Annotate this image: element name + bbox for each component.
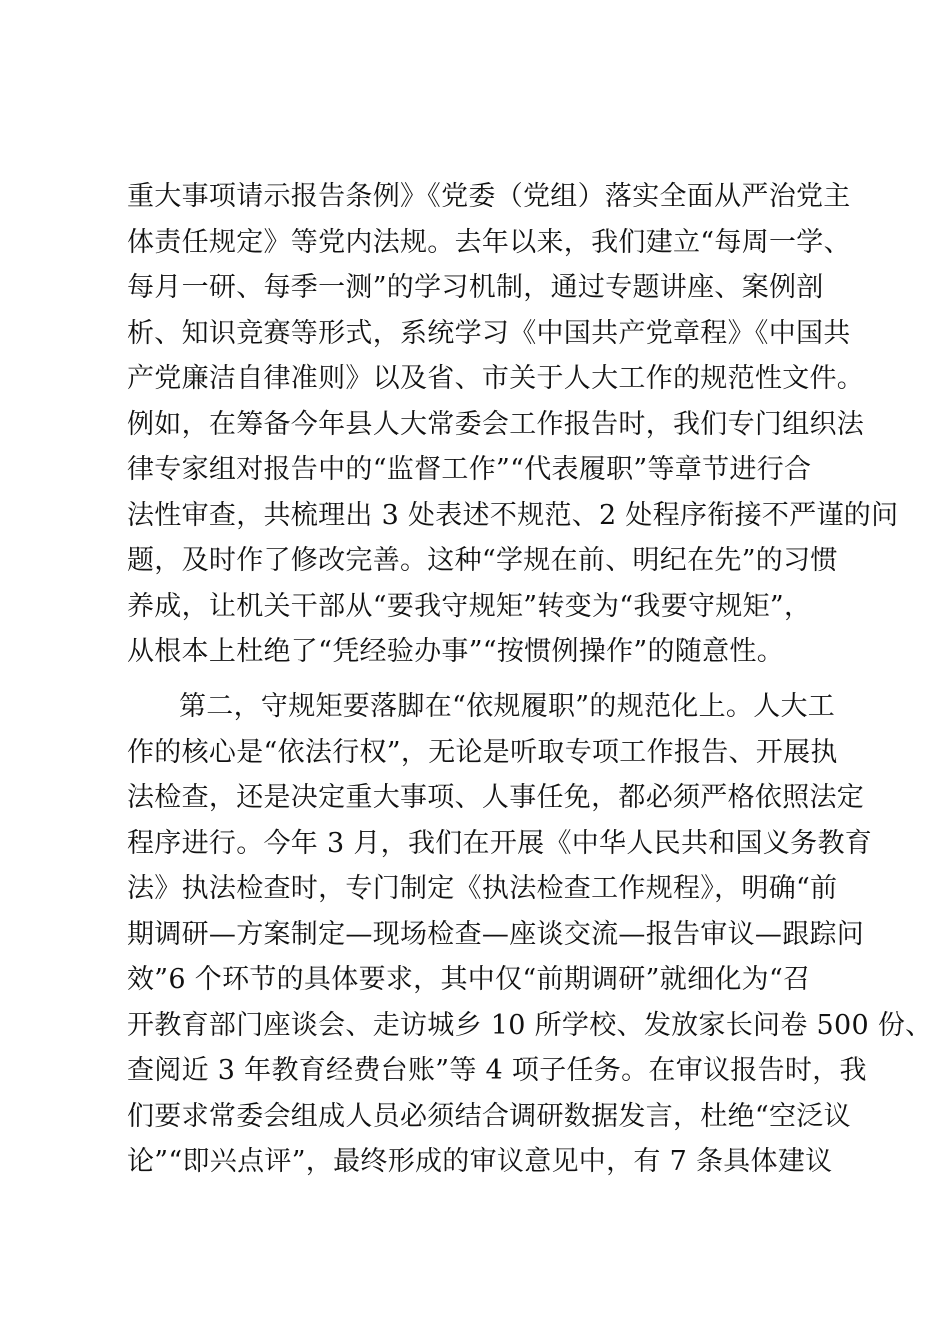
paragraph-line: 效”6 个环节的具体要求，其中仅“前期调研”就细化为“召: [127, 964, 811, 995]
paragraph-1: [127, 174, 899, 675]
paragraph-line: 产党廉洁自律准则》以及省、市关于人大工作的规范性文件。: [127, 363, 865, 394]
paragraph-line: 例如，在筹备今年县人大常委会工作报告时，我们专门组织法: [127, 408, 865, 440]
paragraph-line: 析、知识竞赛等形式，系统学习《中国共产党章程》《中国共: [127, 317, 851, 349]
paragraph-2: [127, 684, 933, 1185]
paragraph-line: 律专家组对报告中的“监督工作”“代表履职”等章节进行合: [127, 454, 812, 485]
paragraph-line: 作的核心是“依法行权”，无论是听取专项工作报告、开展执: [127, 736, 838, 768]
paragraph-line: 重大事项请示报告条例》《党委（党组）落实全面从严治党主: [127, 181, 851, 212]
paragraph-line: 法性审查，共梳理出 3 处表述不规范、2 处程序衔接不严谨的问: [127, 499, 899, 531]
paragraph-line: 程序进行。今年 3 月，我们在开展《中华人民共和国义务教育: [127, 827, 873, 859]
paragraph-line: 题，及时作了修改完善。这种“学规在前、明纪在先”的习惯: [127, 545, 838, 576]
paragraph-line: 法检查，还是决定重大事项、人事任免，都必须严格依照法定: [127, 782, 865, 813]
paragraph-line: 开教育部门座谈会、走访城乡 10 所学校、发放家长问卷 500 份、: [127, 1009, 933, 1041]
paragraph-line: 从根本上杜绝了“凭经验办事”“按惯例操作”的随意性。: [127, 636, 785, 667]
paragraph-line: 体责任规定》等党内法规。去年以来，我们建立“每周一学、: [127, 226, 851, 258]
paragraph-line: 期调研—方案制定—现场检查—座谈交流—报告审议—跟踪问: [127, 918, 865, 950]
paragraph-line: 论”“即兴点评”，最终形成的审议意见中，有 7 条具体建议: [127, 1146, 833, 1177]
paragraph-line: 查阅近 3 年教育经费台账”等 4 项子任务。在审议报告时，我: [127, 1055, 867, 1086]
paragraph-line: 法》执法检查时，专门制定《执法检查工作规程》，明确“前: [127, 873, 838, 904]
paragraph-line: 养成，让机关干部从“要我守规矩”转变为“我要守规矩”，: [127, 590, 812, 622]
paragraph-first-line: 第二，守规矩要落脚在“依规履职”的规范化上。人大工: [179, 691, 836, 722]
paragraph-line: 们要求常委会组成人员必须结合调研数据发言，杜绝“空泛议: [127, 1100, 851, 1132]
paragraph-line: 每月一研、每季一测”的学习机制，通过专题讲座、案例剖: [127, 272, 824, 303]
